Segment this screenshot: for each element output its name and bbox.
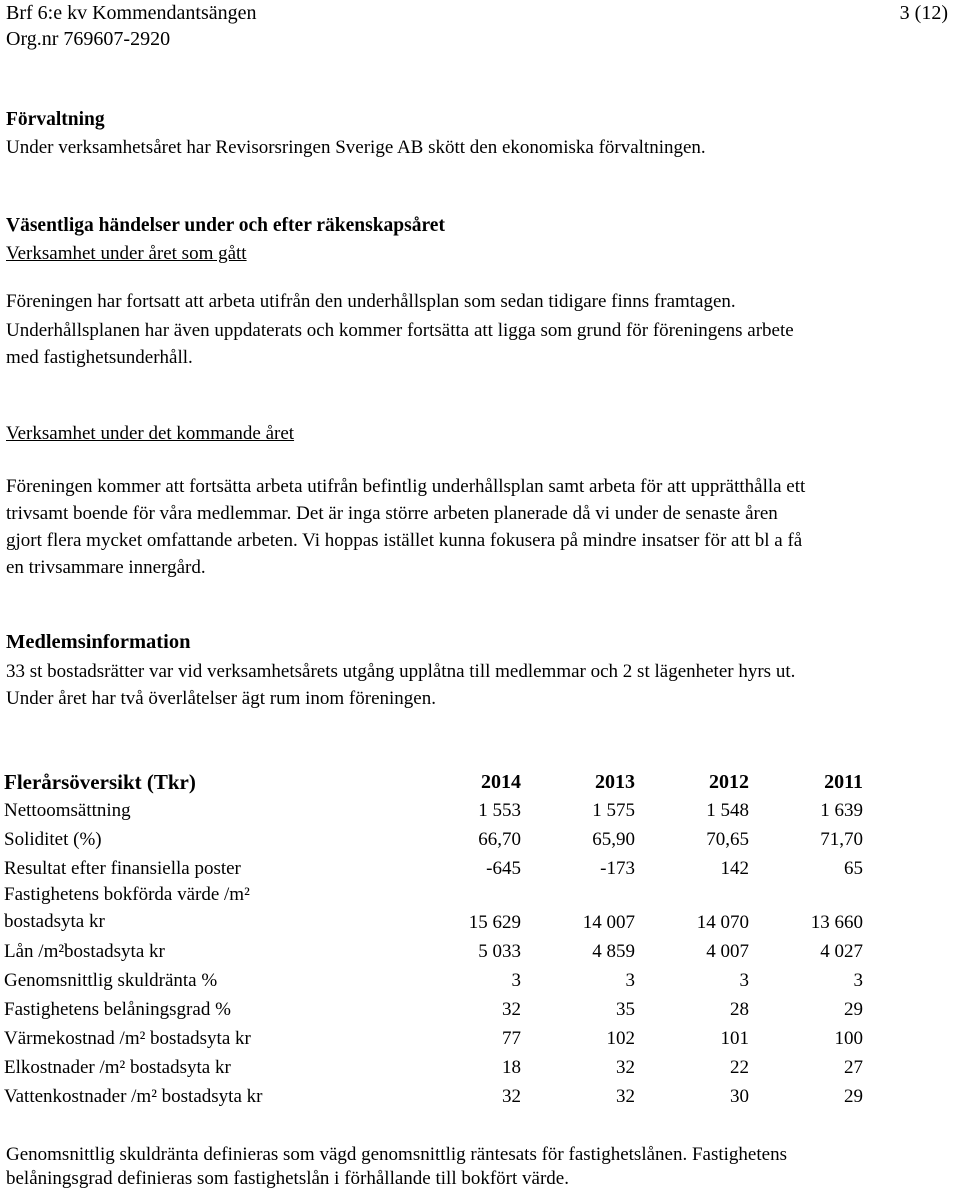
cell-value: 35 bbox=[616, 999, 635, 1020]
cell-value: 100 bbox=[834, 1028, 863, 1049]
medlemsinformation-line: Under året har två överlåtelser ägt rum inom föreningen. bbox=[6, 688, 436, 709]
cell-value: 32 bbox=[502, 1086, 521, 1107]
cell-value: 66,70 bbox=[478, 829, 521, 850]
cell-value: 4 027 bbox=[820, 941, 863, 962]
table-row bbox=[4, 1022, 863, 1051]
cell-value: 65 bbox=[844, 858, 863, 879]
cell-value: 30 bbox=[730, 1086, 749, 1107]
cell-value: 71,70 bbox=[820, 829, 863, 850]
cell-value: 14 007 bbox=[582, 912, 635, 933]
subheading-verksamhet-gatt: Verksamhet under året som gått bbox=[6, 243, 247, 264]
section-heading-medlemsinformation: Medlemsinformation bbox=[6, 631, 191, 653]
row-label: Nettoomsättning bbox=[4, 800, 131, 821]
paragraph-line: Föreningen har fortsatt att arbeta utifrån den underhållsplan som sedan tidigare finns framtagen. bbox=[6, 291, 736, 312]
year-header: 2011 bbox=[824, 771, 863, 793]
subheading-verksamhet-kommande: Verksamhet under det kommande året bbox=[6, 423, 295, 444]
year-header: 2013 bbox=[595, 771, 635, 793]
table-header-row bbox=[4, 764, 863, 794]
cell-value: -173 bbox=[600, 858, 635, 879]
table-row bbox=[4, 794, 863, 823]
forvaltning-text: Under verksamhetsåret har Revisorsringen Sverige AB skött den ekonomiska förvaltningen. bbox=[6, 137, 706, 158]
table-row bbox=[4, 881, 863, 935]
table-row bbox=[4, 993, 863, 1022]
row-label: Elkostnader /m² bostadsyta kr bbox=[4, 1057, 231, 1078]
cell-value: 29 bbox=[844, 999, 863, 1020]
cell-value: 101 bbox=[720, 1028, 749, 1049]
cell-value: 1 639 bbox=[820, 800, 863, 821]
table-row bbox=[4, 823, 863, 852]
row-label-line: Fastighetens bokförda värde /m² bbox=[4, 884, 250, 905]
section-heading-handelser: Väsentliga händelser under och efter räkenskapsåret bbox=[6, 215, 445, 236]
table-row bbox=[4, 964, 863, 993]
cell-value: 14 070 bbox=[696, 912, 749, 933]
row-label: Genomsnittlig skuldränta % bbox=[4, 970, 218, 991]
cell-value: 3 bbox=[853, 970, 863, 991]
cell-value: 18 bbox=[502, 1057, 521, 1078]
table-row bbox=[4, 935, 863, 964]
page-number: 3 (12) bbox=[899, 2, 948, 24]
row-label: Fastighetens belåningsgrad % bbox=[4, 999, 231, 1020]
cell-value: 142 bbox=[720, 858, 749, 879]
table-row bbox=[4, 1051, 863, 1080]
cell-value: 29 bbox=[844, 1086, 863, 1107]
row-label: Soliditet (%) bbox=[4, 829, 102, 850]
cell-value: 1 553 bbox=[478, 800, 521, 821]
footnote-line: belåningsgrad definieras som fastighetslån i förhållande till bokfört värde. bbox=[6, 1168, 569, 1189]
cell-value: 102 bbox=[606, 1028, 635, 1049]
cell-value: 1 575 bbox=[592, 800, 635, 821]
row-label-line: bostadsyta kr bbox=[4, 911, 105, 932]
row-label: Resultat efter finansiella poster bbox=[4, 858, 241, 879]
cell-value: 32 bbox=[502, 999, 521, 1020]
cell-value: 32 bbox=[616, 1086, 635, 1107]
cell-value: 70,65 bbox=[706, 829, 749, 850]
paragraph-line: Föreningen kommer att fortsätta arbeta utifrån befintlig underhållsplan samt arbeta för att upprätthålla ett bbox=[6, 476, 806, 497]
cell-value: 22 bbox=[730, 1057, 749, 1078]
paragraph-line: med fastighetsunderhåll. bbox=[6, 347, 193, 368]
page-header bbox=[6, 0, 257, 52]
cell-value: 4 007 bbox=[706, 941, 749, 962]
document-title: Brf 6:e kv Kommendantsängen bbox=[6, 2, 257, 24]
cell-value: 65,90 bbox=[592, 829, 635, 850]
cell-value: 77 bbox=[502, 1028, 521, 1049]
cell-value: 13 660 bbox=[810, 912, 863, 933]
paragraph-line: gjort flera mycket omfattande arbeten. Vi hoppas istället kunna fokusera på mindre insatser för att bl a få bbox=[6, 530, 803, 551]
cell-value: 32 bbox=[616, 1057, 635, 1078]
paragraph-line: Underhållsplanen har även uppdaterats och kommer fortsätta att ligga som grund för föreningens arbete bbox=[6, 320, 794, 341]
flerarsoversikt-table bbox=[4, 764, 863, 1109]
cell-value: 15 629 bbox=[468, 912, 521, 933]
row-label: Värmekostnad /m² bostadsyta kr bbox=[4, 1028, 251, 1049]
cell-value: 4 859 bbox=[592, 941, 635, 962]
paragraph-line: en trivsammare innergård. bbox=[6, 557, 206, 578]
table-row bbox=[4, 852, 863, 881]
cell-value: 3 bbox=[739, 970, 749, 991]
paragraph-line: trivsamt boende för våra medlemmar. Det är inga större arbeten planerade då vi under de senaste åren bbox=[6, 503, 778, 524]
section-heading-forvaltning: Förvaltning bbox=[6, 109, 105, 130]
cell-value: 5 033 bbox=[478, 941, 521, 962]
org-number: Org.nr 769607-2920 bbox=[6, 28, 171, 50]
footnote-line: Genomsnittlig skuldränta definieras som vägd genomsnittlig räntesats för fastighetslånen. Fastighetens bbox=[6, 1144, 787, 1165]
table-title: Flerårsöversikt (Tkr) bbox=[4, 770, 196, 794]
table-row bbox=[4, 1080, 863, 1109]
cell-value: 1 548 bbox=[706, 800, 749, 821]
year-header: 2012 bbox=[709, 771, 749, 793]
cell-value: 28 bbox=[730, 999, 749, 1020]
cell-value: 3 bbox=[625, 970, 635, 991]
row-label: Vattenkostnader /m² bostadsyta kr bbox=[4, 1086, 263, 1107]
year-header: 2014 bbox=[481, 771, 521, 793]
cell-value: 3 bbox=[511, 970, 521, 991]
cell-value: -645 bbox=[486, 858, 521, 879]
medlemsinformation-line: 33 st bostadsrätter var vid verksamhetsårets utgång upplåtna till medlemmar och 2 st lägenheter hyrs ut. bbox=[6, 661, 796, 682]
row-label: Lån /m²bostadsyta kr bbox=[4, 941, 165, 962]
row-label bbox=[4, 881, 417, 935]
cell-value: 27 bbox=[844, 1057, 863, 1078]
